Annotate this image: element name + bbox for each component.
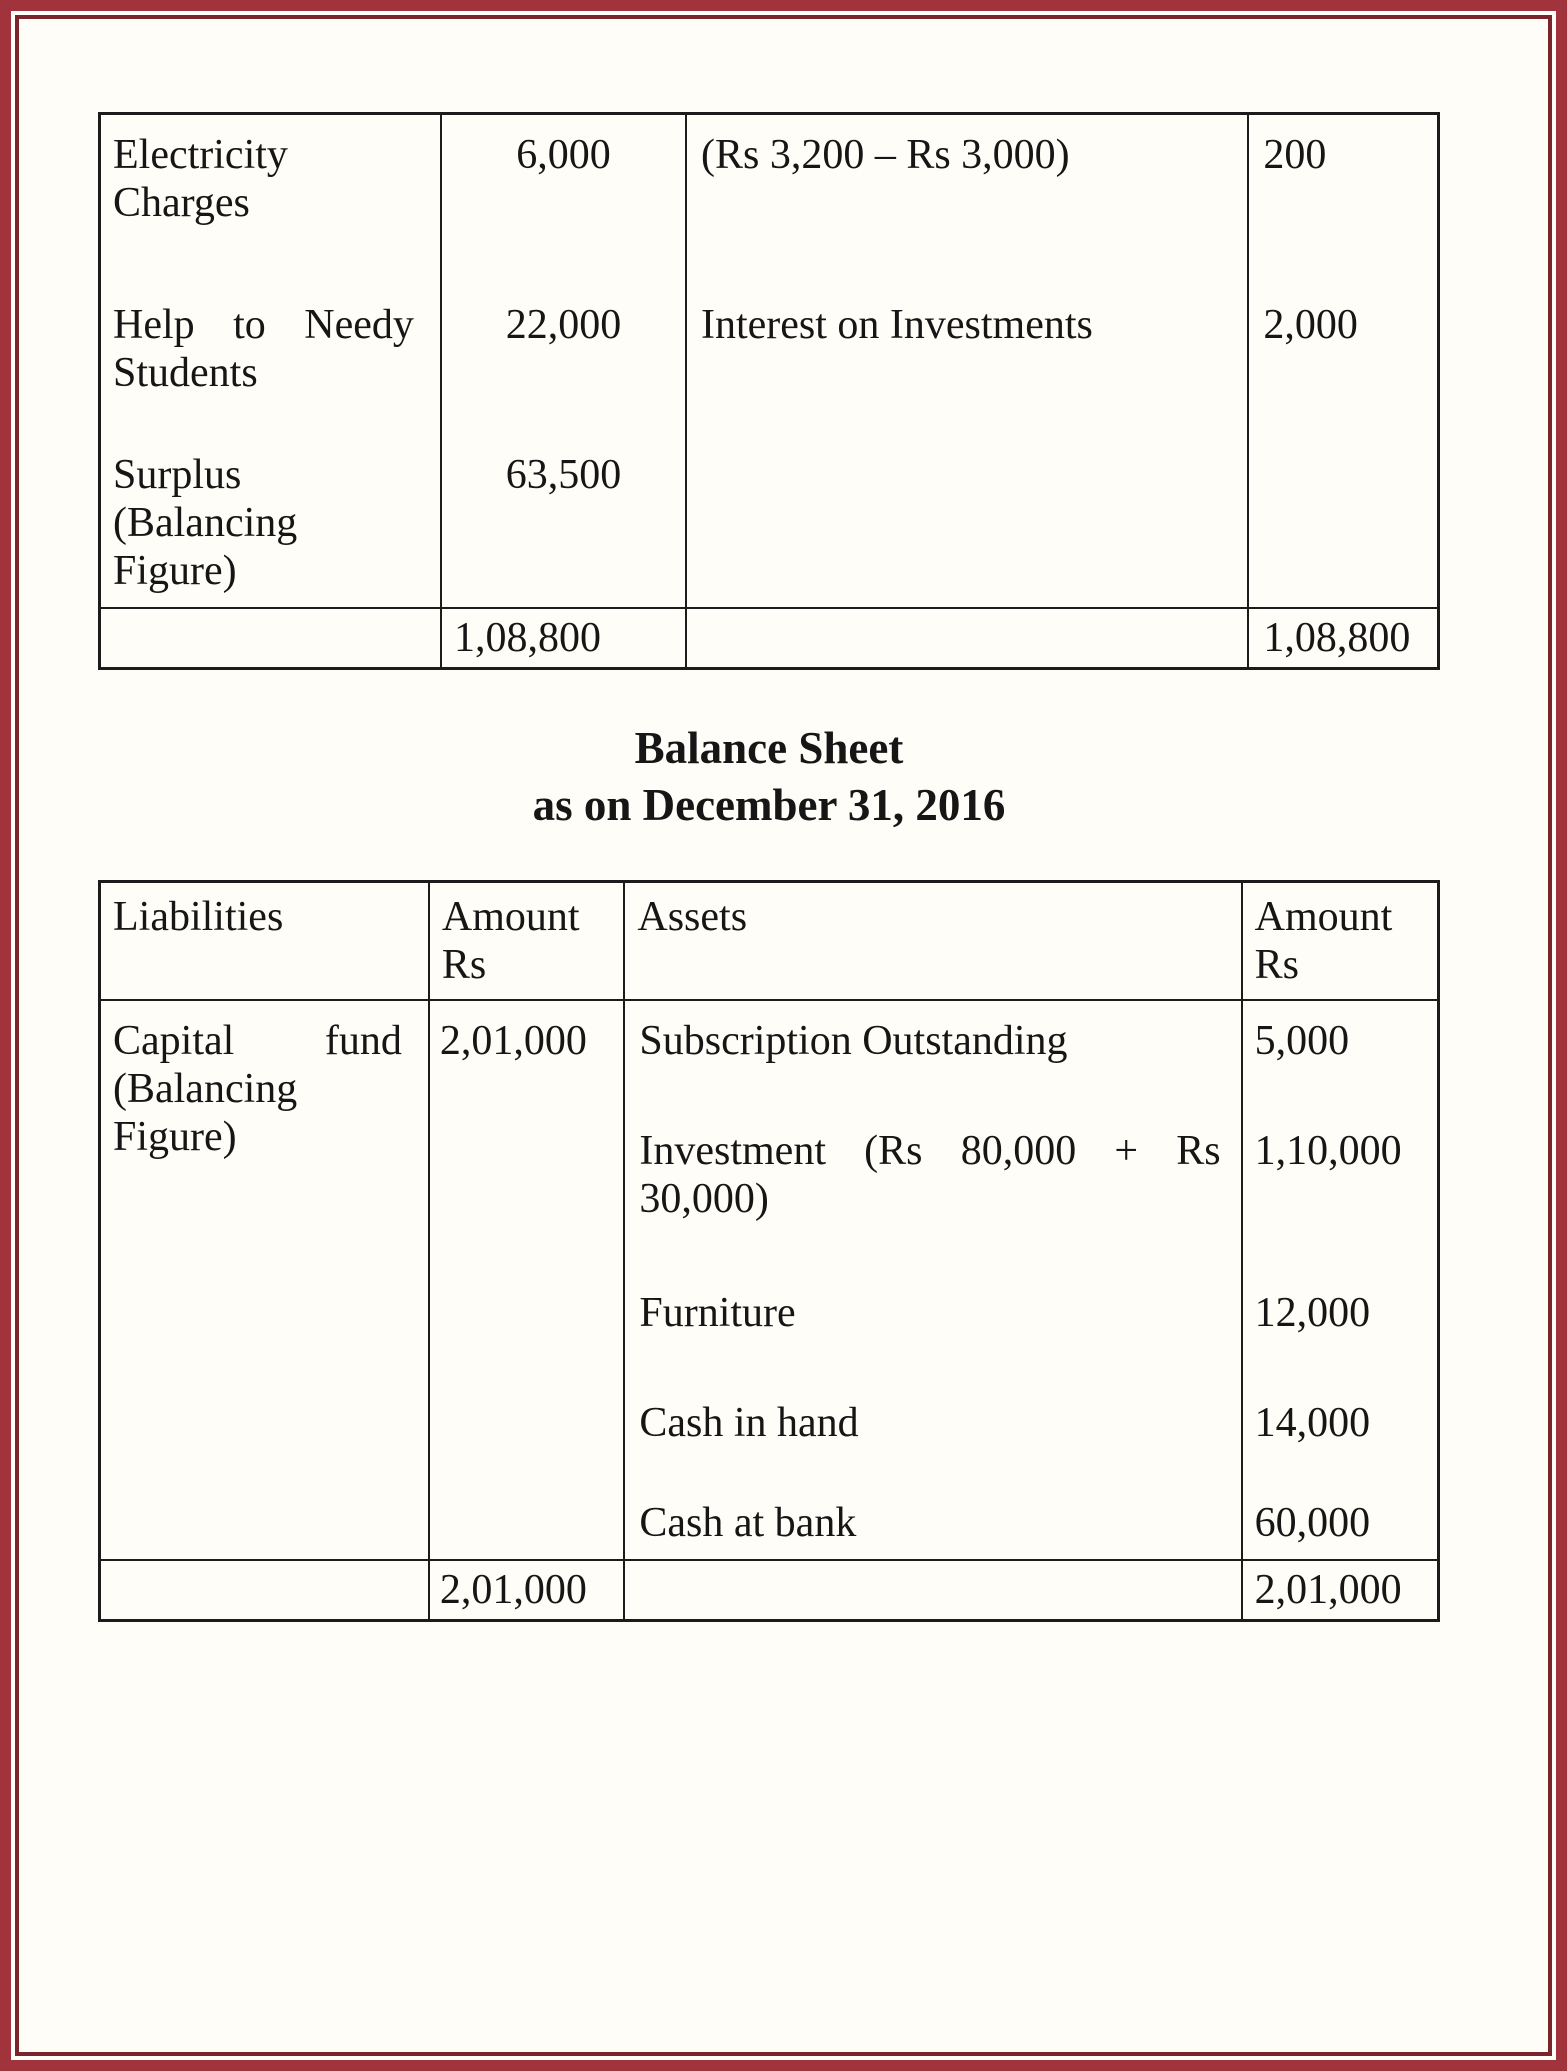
assets-header: Assets bbox=[624, 882, 1241, 1001]
liabilities-amount-header: Amount Rs bbox=[429, 882, 624, 1001]
expenditure-amount: 22,000 bbox=[505, 302, 622, 348]
asset-item: Cash at bank bbox=[639, 1500, 857, 1546]
income-amount: 2,000 bbox=[1263, 302, 1358, 348]
liability-amounts-cell bbox=[429, 1000, 624, 1560]
assets-amount-header: Amount Rs bbox=[1242, 882, 1439, 1001]
empty-cell bbox=[100, 608, 441, 669]
document-content bbox=[98, 0, 1440, 1622]
asset-amount: 1,10,000 bbox=[1254, 1128, 1402, 1174]
empty-cell bbox=[624, 1560, 1241, 1621]
asset-amount: 60,000 bbox=[1254, 1500, 1371, 1546]
asset-items-cell bbox=[624, 1000, 1241, 1560]
liabilities-header: Liabilities bbox=[100, 882, 429, 1001]
expenditure-amounts-cell bbox=[441, 114, 686, 609]
asset-item: Subscription Outstanding bbox=[639, 1018, 1068, 1064]
asset-amount: 14,000 bbox=[1254, 1400, 1371, 1446]
asset-item: Furniture bbox=[639, 1290, 796, 1336]
income-items-cell bbox=[686, 114, 1248, 609]
income-amounts-cell bbox=[1248, 114, 1438, 609]
income-amount: 200 bbox=[1263, 132, 1327, 178]
balance-sheet-total-row bbox=[100, 1560, 1439, 1621]
asset-amount: 12,000 bbox=[1254, 1290, 1371, 1336]
liabilities-total: 2,01,000 bbox=[429, 1560, 624, 1621]
balance-sheet-title: Balance Sheet bbox=[634, 723, 904, 773]
expenditure-item: Surplus (Balancing Figure) bbox=[113, 452, 298, 594]
empty-cell bbox=[686, 608, 1248, 669]
assets-total: 2,01,000 bbox=[1242, 1560, 1439, 1621]
liability-items-cell bbox=[100, 1000, 429, 1560]
income-expenditure-table bbox=[98, 112, 1440, 670]
expenditure-items-cell bbox=[100, 114, 441, 609]
asset-amount: 5,000 bbox=[1254, 1018, 1350, 1064]
balance-sheet-subtitle: as on December 31, 2016 bbox=[532, 780, 1006, 830]
balance-sheet-body-row bbox=[100, 1000, 1439, 1560]
expenditure-amount: 6,000 bbox=[516, 132, 611, 178]
expenditure-total: 1,08,800 bbox=[441, 608, 686, 669]
balance-sheet-header-row bbox=[100, 882, 1439, 1001]
expenditure-amount: 63,500 bbox=[505, 452, 622, 498]
income-item: Interest on Investments bbox=[700, 302, 1093, 348]
expenditure-item: Help to Needy Students bbox=[113, 302, 414, 396]
asset-amounts-cell bbox=[1242, 1000, 1439, 1560]
balance-sheet-heading bbox=[98, 720, 1440, 834]
asset-item: Investment (Rs 80,000 + Rs 30,000) bbox=[639, 1128, 1221, 1222]
liability-amount: 2,01,000 bbox=[439, 1018, 587, 1064]
balance-sheet-table bbox=[98, 880, 1440, 1622]
income-expenditure-total-row bbox=[100, 608, 1439, 669]
empty-cell bbox=[100, 1560, 429, 1621]
income-item: (Rs 3,200 – Rs 3,000) bbox=[700, 132, 1070, 178]
asset-item: Cash in hand bbox=[639, 1400, 859, 1446]
expenditure-item: Electricity Charges bbox=[113, 132, 288, 226]
liability-item: Capital fund (Balancing Figure) bbox=[113, 1018, 402, 1160]
income-expenditure-body-row bbox=[100, 114, 1439, 609]
income-total: 1,08,800 bbox=[1248, 608, 1438, 669]
